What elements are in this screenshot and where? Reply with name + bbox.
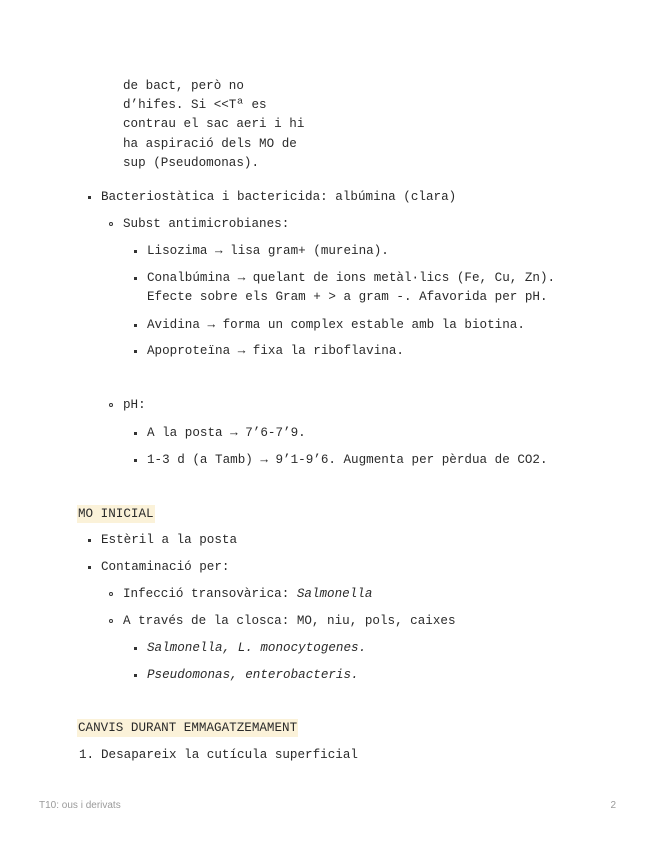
continuation-line: contrau el sac aeri i hi — [123, 117, 305, 132]
list-item-contaminacio: Contaminació per: — [101, 558, 229, 577]
continuation-paragraph — [123, 77, 304, 173]
list-item-pseudomonas: Pseudomonas, enterobacteris. — [147, 666, 359, 685]
circle-bullet-icon — [109, 592, 113, 596]
list-item-ph-posta: A la posta → 7’6-7’9. — [147, 424, 306, 443]
list-item-ph-tamb: 1-3 d (a Tamb) → 9’1-9’6. Augmenta per pèrdua de CO2. — [147, 451, 548, 470]
circle-bullet-icon — [109, 222, 113, 226]
square-bullet-icon — [88, 539, 91, 542]
numbered-item-cuticula: 1. Desapareix la cutícula superficial — [101, 746, 358, 765]
list-item-subst: Subst antimicrobianes: — [123, 215, 289, 234]
circle-bullet-icon — [109, 403, 113, 407]
list-item-ph: pH: — [123, 396, 146, 415]
list-item-esteril: Estèril a la posta — [101, 531, 237, 550]
list-number: 1. — [79, 748, 95, 762]
list-item-closca: A través de la closca: MO, niu, pols, caixes — [123, 612, 456, 631]
square-bullet-icon — [134, 277, 137, 280]
footer-title: T10: ous i derivats — [39, 800, 121, 811]
list-item-apoproteina: Apoproteïna → fixa la riboflavina. — [147, 342, 404, 361]
square-bullet-icon — [134, 350, 137, 353]
list-item-salmonella: Salmonella, L. monocytogenes. — [147, 639, 366, 658]
list-item-lisozima: Lisozima → lisa gram+ (mureina). — [147, 242, 389, 261]
square-bullet-icon — [88, 566, 91, 569]
list-item-conalbumina-cont: Efecte sobre els Gram + > a gram -. Afavorida per pH. — [147, 290, 548, 304]
page-number: 2 — [610, 800, 616, 811]
list-item-bacteriostatic: Bacteriostàtica i bactericida: albúmina (clara) — [101, 188, 456, 207]
square-bullet-icon — [134, 250, 137, 253]
list-item-avidina: Avidina → forma un complex estable amb la biotina. — [147, 316, 525, 335]
list-item-infeccio: Infecció transovàrica: Salmonella — [123, 585, 372, 604]
circle-bullet-icon — [109, 619, 113, 623]
square-bullet-icon — [134, 459, 137, 462]
continuation-line: sup (Pseudomonas). — [123, 155, 260, 170]
square-bullet-icon — [134, 647, 137, 650]
square-bullet-icon — [134, 324, 137, 327]
square-bullet-icon — [134, 674, 137, 677]
continuation-line: ha aspiració dels MO de — [123, 136, 297, 151]
continuation-line: d’hifes. Si <<Tª es — [123, 98, 267, 113]
list-item-conalbumina: Conalbúmina → quelant de ions metàl·lics (Fe, Cu, Zn). — [147, 269, 555, 288]
square-bullet-icon — [134, 432, 137, 435]
heading-canvis: CANVIS DURANT EMMAGATZEMAMENT — [78, 721, 298, 735]
continuation-line: de bact, però no — [123, 79, 244, 93]
square-bullet-icon — [88, 196, 91, 199]
heading-mo-inicial: MO INICIAL — [78, 507, 154, 521]
